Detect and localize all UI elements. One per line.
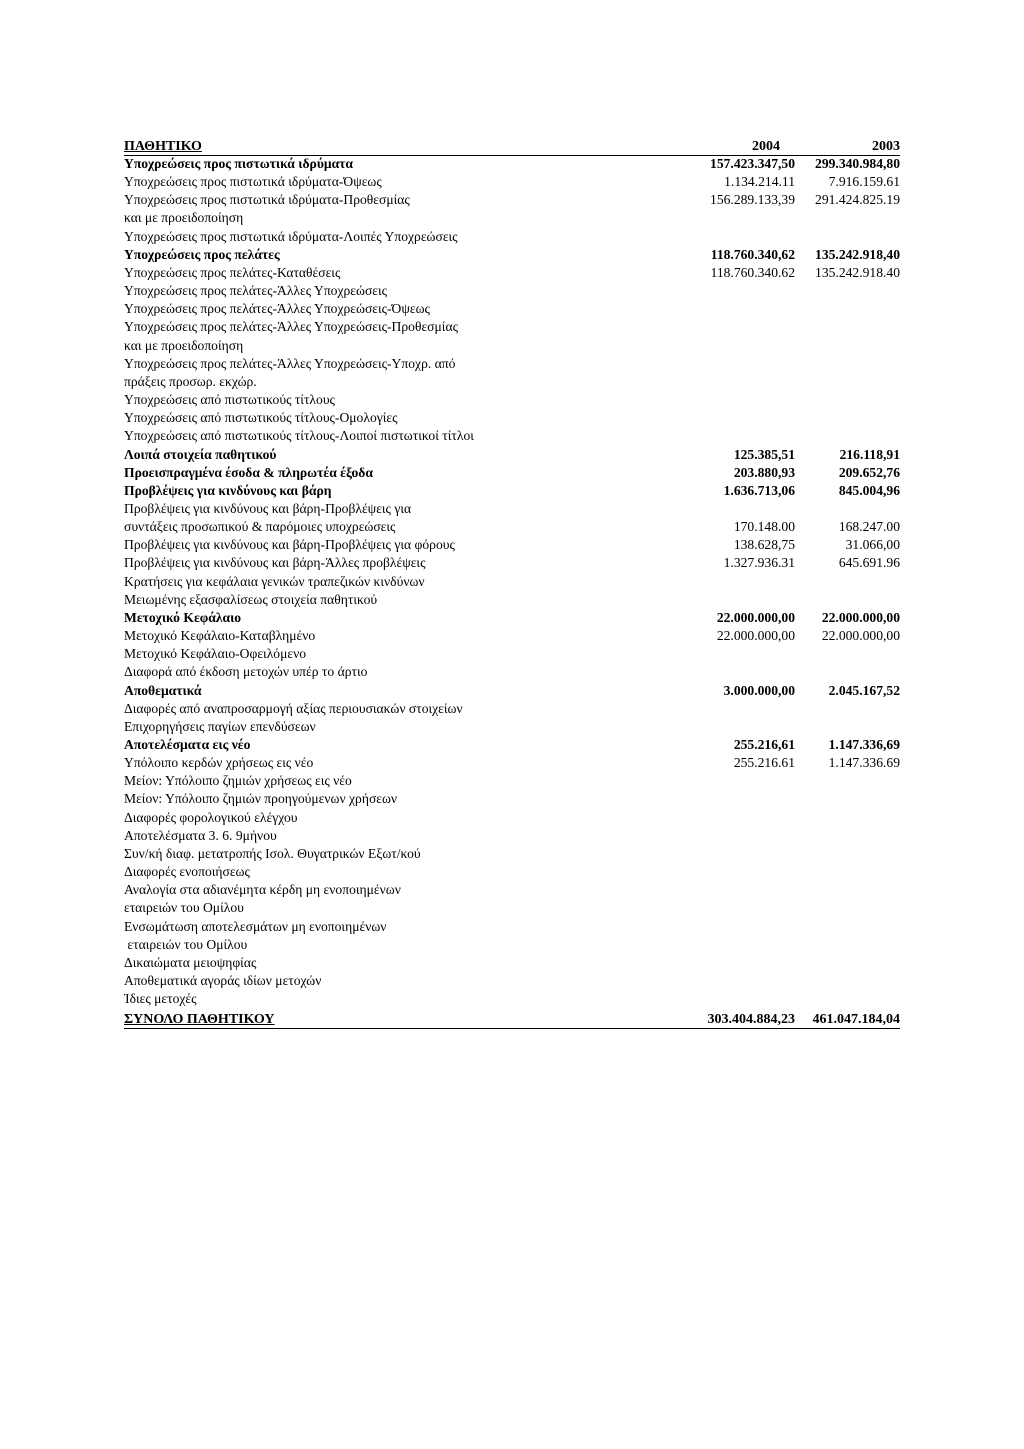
table-row <box>124 754 900 772</box>
value-2004 <box>680 972 795 990</box>
value-2003 <box>795 972 900 990</box>
row-label-text: Αποτελέσματα εις νέο <box>124 737 251 752</box>
row-label-text: Ενσωμάτωση αποτελεσμάτων μη ενοποιημένων <box>124 918 387 934</box>
row-label <box>124 645 680 663</box>
table-row <box>124 827 900 845</box>
row-label-text: Υποχρεώσεις προς πελάτες <box>124 246 280 262</box>
value-2003: 461.047.184,04 <box>812 1012 900 1028</box>
value-2004 <box>680 845 795 863</box>
row-label <box>124 554 680 572</box>
value-2003: 7.916.159.61 <box>828 174 900 190</box>
table-row <box>124 264 900 282</box>
row-label <box>124 337 680 355</box>
value-2004 <box>680 827 795 845</box>
value-2004 <box>680 863 795 881</box>
value-2004 <box>680 954 795 972</box>
value-2004 <box>680 809 795 827</box>
value-2004 <box>680 936 795 954</box>
row-label-text: Ίδιες μετοχές <box>124 991 197 1007</box>
value-2003 <box>795 718 900 736</box>
value-2004 <box>680 228 795 246</box>
row-label-text: Συν/κή διαφ. μετατροπής Ισολ. Θυγατρικών Εξωτ/κού <box>124 845 421 861</box>
row-label <box>124 500 680 518</box>
value-2004: 125.385,51 <box>733 446 795 462</box>
table-row <box>124 446 900 464</box>
value-2004 <box>680 282 795 300</box>
row-label <box>124 718 680 736</box>
value-2004 <box>680 355 795 373</box>
table-row <box>124 391 900 409</box>
value-2004 <box>680 918 795 936</box>
value-2003: 2.045.167,52 <box>828 682 900 698</box>
value-2004 <box>680 790 795 808</box>
value-2004 <box>680 591 795 609</box>
value-2004 <box>680 772 795 790</box>
value-2003 <box>795 790 900 808</box>
value-2004 <box>680 409 795 427</box>
row-label <box>124 300 680 318</box>
row-label-text: Υποχρεώσεις προς πελάτες-Άλλες Υποχρεώσεις-Υποχρ. από <box>124 355 456 371</box>
table-row <box>124 863 900 881</box>
row-label <box>124 736 680 754</box>
value-2004: 170.148.00 <box>733 519 795 535</box>
value-2004: 203.880,93 <box>733 464 795 480</box>
total-row <box>124 1008 900 1029</box>
row-label <box>124 663 680 681</box>
value-2003: 168.247.00 <box>838 519 900 535</box>
table-row <box>124 663 900 681</box>
row-label-text: Προβλέψεις για κινδύνους και βάρη <box>124 482 332 498</box>
value-2004: 118.760.340,62 <box>710 246 795 262</box>
value-2003 <box>795 573 900 591</box>
value-2003: 291.424.825.19 <box>815 192 900 208</box>
table-row <box>124 282 900 300</box>
table-row <box>124 790 900 808</box>
row-label-text: Μετοχικό Κεφάλαιο-Καταβλημένο <box>124 628 316 644</box>
table-row <box>124 518 900 536</box>
row-label <box>124 355 680 373</box>
row-label <box>124 209 680 227</box>
row-label-text: και με προειδοποίηση <box>124 210 244 226</box>
value-2004 <box>680 899 795 917</box>
table-row <box>124 591 900 609</box>
value-2004 <box>680 391 795 409</box>
table-row <box>124 409 900 427</box>
row-label-text: πράξεις προσωρ. εκχώρ. <box>124 373 257 389</box>
row-label-text: Υπόλοιπο κερδών χρήσεως εις νέο <box>124 755 314 771</box>
value-2003: 31.066,00 <box>845 537 900 553</box>
row-label-text: Αποθεματικά <box>124 682 202 698</box>
value-2003 <box>795 899 900 917</box>
row-label-text: Διαφορές από αναπροσαρμογή αξίας περιουσιακών στοιχείων <box>124 700 463 716</box>
table-row <box>124 536 900 554</box>
table-row <box>124 972 900 990</box>
value-2004: 1.134.214.11 <box>724 174 795 190</box>
row-label-text: Λοιπά στοιχεία παθητικού <box>124 446 277 462</box>
value-2003 <box>795 881 900 899</box>
row-label <box>124 954 680 972</box>
table-row <box>124 954 900 972</box>
value-2003 <box>795 845 900 863</box>
value-2004: 255.216,61 <box>733 737 795 752</box>
value-2004 <box>680 373 795 391</box>
table-row <box>124 373 900 391</box>
table-row <box>124 645 900 663</box>
value-2004 <box>680 318 795 336</box>
table-row <box>124 155 900 173</box>
table-row <box>124 355 900 373</box>
value-2003 <box>795 282 900 300</box>
value-2003 <box>795 228 900 246</box>
value-2004 <box>680 718 795 736</box>
value-2003: 845.004,96 <box>838 482 900 498</box>
row-label-text: Αποθεματικά αγοράς ιδίων μετοχών <box>124 973 322 989</box>
row-label <box>124 936 680 954</box>
row-label <box>124 899 680 917</box>
value-2003 <box>795 209 900 227</box>
row-label-text: Προβλέψεις για κινδύνους και βάρη-Άλλες προβλέψεις <box>124 555 426 571</box>
value-2003 <box>795 355 900 373</box>
row-label <box>124 536 680 554</box>
row-label <box>124 682 680 700</box>
value-2004 <box>680 337 795 355</box>
row-label-text: Υποχρεώσεις προς πελάτες-Άλλες Υποχρεώσεις-Όψεως <box>124 301 430 317</box>
row-label <box>124 573 680 591</box>
table-row <box>124 427 900 445</box>
row-label-text: Διαφορές ενοποιήσεως <box>124 864 250 880</box>
table-row <box>124 936 900 954</box>
row-label-text: ΣΥΝΟΛΟ ΠΑΘΗΤΙΚΟΥ <box>124 1012 275 1028</box>
value-2004 <box>680 990 795 1008</box>
row-label <box>124 863 680 881</box>
row-label-text: Δικαιώματα μειοψηφίας <box>124 954 257 970</box>
value-2003 <box>795 990 900 1008</box>
row-label-text: Επιχορηγήσεις παγίων επενδύσεων <box>124 718 316 734</box>
value-2004: 22.000.000,00 <box>716 609 795 625</box>
row-label <box>124 482 680 500</box>
value-2003 <box>795 863 900 881</box>
row-label-text: Μετοχικό Κεφάλαιο <box>124 609 242 625</box>
value-2003 <box>795 409 900 427</box>
value-2003 <box>795 954 900 972</box>
table-row <box>124 736 900 754</box>
table-row <box>124 554 900 572</box>
liabilities-statement <box>124 139 900 1029</box>
row-label-text: εταιρειών του Ομίλου <box>124 936 248 952</box>
row-label <box>124 700 680 718</box>
value-2003 <box>795 373 900 391</box>
row-label-text: εταιρειών του Ομίλου <box>124 900 244 916</box>
row-label-text: Μείον: Υπόλοιπο ζημιών χρήσεως εις νέο <box>124 773 352 789</box>
table-row <box>124 500 900 518</box>
row-label <box>124 772 680 790</box>
table-row <box>124 573 900 591</box>
row-label-text: Υποχρεώσεις προς πελάτες-Καταθέσεις <box>124 264 341 280</box>
row-label-text: Προβλέψεις για κινδύνους και βάρη-Προβλέψεις για φόρους <box>124 537 455 553</box>
value-2003 <box>795 391 900 409</box>
value-2003 <box>795 591 900 609</box>
value-2003 <box>795 645 900 663</box>
row-label <box>124 246 680 264</box>
row-label <box>124 409 680 427</box>
table-header <box>124 139 900 156</box>
row-label <box>124 990 680 1008</box>
value-2003: 22.000.000,00 <box>821 609 900 625</box>
row-label-text: Διαφορά από έκδοση μετοχών υπέρ το άρτιο <box>124 664 368 680</box>
row-label <box>124 827 680 845</box>
row-label-text: Υποχρεώσεις προς πελάτες-Άλλες Υποχρεώσεις-Προθεσμίας <box>124 319 458 335</box>
table-row <box>124 700 900 718</box>
table-row <box>124 246 900 264</box>
table-row <box>124 464 900 482</box>
table-row <box>124 337 900 355</box>
row-label <box>124 155 680 173</box>
section-title: ΠΑΘΗΤΙΚΟ <box>124 139 202 154</box>
row-label-text: Διαφορές φορολογικού ελέγχου <box>124 809 298 825</box>
value-2004: 156.289.133,39 <box>710 192 795 208</box>
value-2003 <box>795 427 900 445</box>
value-2003: 22.000.000,00 <box>821 628 900 644</box>
row-label-text: Υποχρεώσεις από πιστωτικούς τίτλους-Λοιποί πιστωτικοί τίτλοι <box>124 428 474 444</box>
year-2004-header: 2004 <box>752 139 780 154</box>
table-row <box>124 482 900 500</box>
value-2003 <box>795 936 900 954</box>
row-label <box>124 627 680 645</box>
row-label <box>124 373 680 391</box>
table-row <box>124 627 900 645</box>
row-label-text: και με προειδοποίηση <box>124 337 244 353</box>
value-2003 <box>795 772 900 790</box>
table-row <box>124 899 900 917</box>
table-row <box>124 228 900 246</box>
table-row <box>124 845 900 863</box>
row-label <box>124 918 680 936</box>
row-label <box>124 446 680 464</box>
table-row <box>124 209 900 227</box>
table-row <box>124 609 900 627</box>
value-2003 <box>795 318 900 336</box>
value-2004 <box>680 881 795 899</box>
row-label-text: Υποχρεώσεις προς πιστωτικά ιδρύματα-Όψεως <box>124 174 382 190</box>
row-label-text: συντάξεις προσωπικού & παρόμοιες υποχρεώσεις <box>124 519 396 535</box>
value-2003: 1.147.336,69 <box>828 737 900 752</box>
row-label-text: Υποχρεώσεις προς πιστωτικά ιδρύματα <box>124 156 354 171</box>
value-2004: 3.000.000,00 <box>723 682 795 698</box>
value-2004: 1.327.936.31 <box>723 555 795 571</box>
table-row <box>124 173 900 191</box>
table-row <box>124 191 900 209</box>
row-label-text: Προεισπραγμένα έσοδα & πληρωτέα έξοδα <box>124 464 373 480</box>
table-row <box>124 881 900 899</box>
value-2004: 138.628,75 <box>733 537 795 553</box>
value-2003: 645.691.96 <box>838 555 900 571</box>
value-2003 <box>795 700 900 718</box>
row-label <box>124 1008 680 1028</box>
value-2003 <box>795 918 900 936</box>
value-2003: 216.118,91 <box>839 446 900 462</box>
value-2003 <box>795 809 900 827</box>
value-2003: 135.242.918.40 <box>815 264 900 280</box>
year-2003-header: 2003 <box>872 139 900 154</box>
row-label <box>124 264 680 282</box>
table-body <box>124 155 900 1029</box>
row-label <box>124 318 680 336</box>
row-label-text: Αναλογία στα αδιανέμητα κέρδη μη ενοποιημένων <box>124 882 401 898</box>
row-label <box>124 591 680 609</box>
row-label <box>124 191 680 209</box>
table-row <box>124 718 900 736</box>
value-2003: 209.652,76 <box>838 464 900 480</box>
value-2004 <box>680 700 795 718</box>
value-2004 <box>680 300 795 318</box>
value-2004: 1.636.713,06 <box>723 482 795 498</box>
value-2004 <box>680 573 795 591</box>
value-2003: 135.242.918,40 <box>815 246 900 262</box>
value-2004 <box>680 209 795 227</box>
row-label-text: Υποχρεώσεις προς πιστωτικά ιδρύματα-Προθεσμίας <box>124 192 410 208</box>
row-label-text: Υποχρεώσεις από πιστωτικούς τίτλους-Ομολογίες <box>124 410 398 426</box>
table-row <box>124 918 900 936</box>
row-label <box>124 464 680 482</box>
table-row <box>124 809 900 827</box>
row-label <box>124 228 680 246</box>
table-row <box>124 300 900 318</box>
value-2003 <box>795 300 900 318</box>
table-row <box>124 772 900 790</box>
row-label-text: Μετοχικό Κεφάλαιο-Οφειλόμενο <box>124 646 307 662</box>
value-2004 <box>680 500 795 518</box>
value-2004: 157.423.347,50 <box>710 156 795 171</box>
row-label <box>124 845 680 863</box>
row-label <box>124 972 680 990</box>
value-2003 <box>795 337 900 355</box>
value-2004 <box>680 427 795 445</box>
value-2004 <box>680 663 795 681</box>
value-2003: 299.340.984,80 <box>815 156 900 171</box>
value-2003: 1.147.336.69 <box>828 755 900 771</box>
row-label-text: Μείον: Υπόλοιπο ζημιών προηγούμενων χρήσεων <box>124 791 398 807</box>
value-2003 <box>795 663 900 681</box>
value-2003 <box>795 827 900 845</box>
value-2004: 255.216.61 <box>733 755 795 771</box>
value-2004: 303.404.884,23 <box>707 1012 795 1028</box>
row-label <box>124 790 680 808</box>
row-label <box>124 282 680 300</box>
value-2004 <box>680 645 795 663</box>
row-label-text: Υποχρεώσεις από πιστωτικούς τίτλους <box>124 392 335 408</box>
value-2004: 22.000.000,00 <box>716 628 795 644</box>
table-row <box>124 682 900 700</box>
row-label-text: Αποτελέσματα 3. 6. 9μήνου <box>124 827 277 843</box>
row-label <box>124 427 680 445</box>
row-label <box>124 518 680 536</box>
row-label-text: Προβλέψεις για κινδύνους και βάρη-Προβλέψεις για <box>124 500 412 516</box>
table-row <box>124 990 900 1008</box>
row-label <box>124 391 680 409</box>
row-label <box>124 173 680 191</box>
row-label-text: Υποχρεώσεις προς πελάτες-Άλλες Υποχρεώσεις <box>124 283 388 299</box>
row-label-text: Κρατήσεις για κεφάλαια γενικών τραπεζικών κινδύνων <box>124 573 425 589</box>
value-2003 <box>795 500 900 518</box>
row-label-text: Υποχρεώσεις προς πιστωτικά ιδρύματα-Λοιπές Υποχρεώσεις <box>124 228 458 244</box>
table-row <box>124 318 900 336</box>
row-label <box>124 754 680 772</box>
row-label <box>124 809 680 827</box>
row-label <box>124 881 680 899</box>
row-label-text: Μειωμένης εξασφαλίσεως στοιχεία παθητικού <box>124 591 378 607</box>
row-label <box>124 609 680 627</box>
value-2004: 118.760.340.62 <box>710 264 795 280</box>
